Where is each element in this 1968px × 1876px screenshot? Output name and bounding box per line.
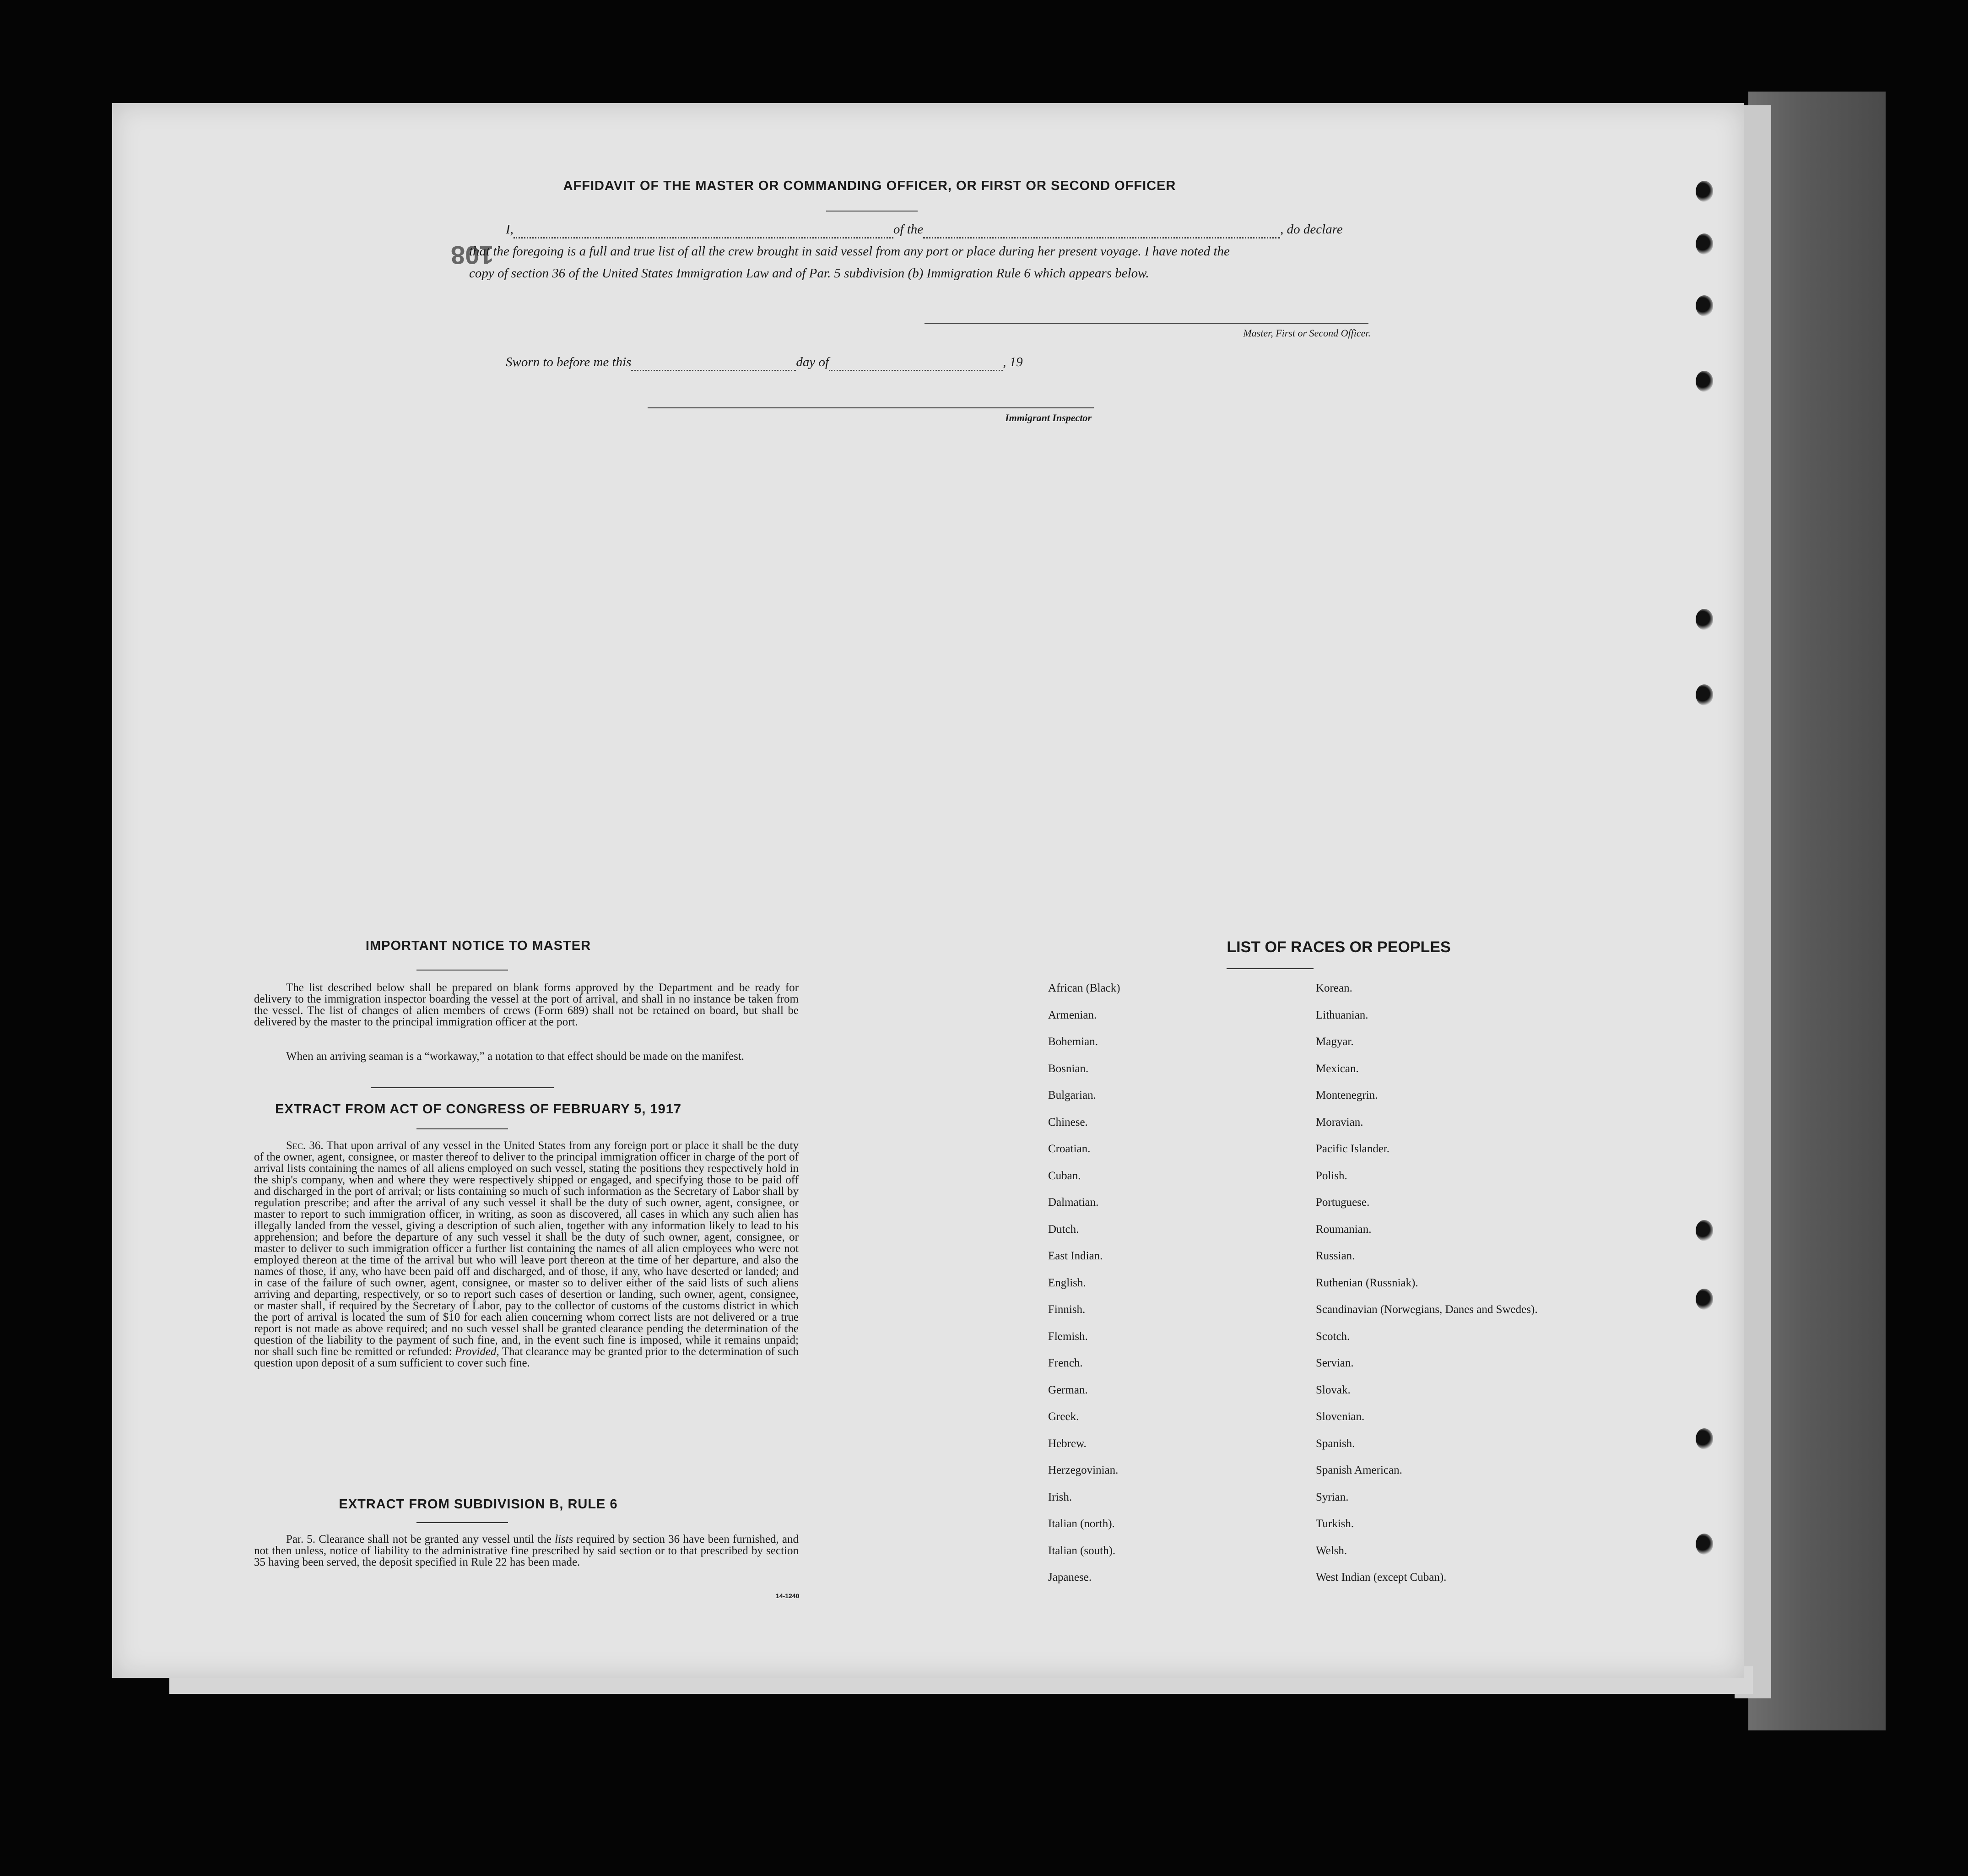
affidavit-title: AFFIDAVIT OF THE MASTER OR COMMANDING OFFICER, OR FIRST OR SECOND OFFICER [563, 179, 1176, 193]
race-item: Slovenian. [1316, 1410, 1365, 1423]
sworn-prefix: Sworn to before me this [506, 355, 632, 369]
race-item: African (Black) [1048, 982, 1120, 994]
rule-extract-body [254, 1534, 799, 1568]
race-item: Spanish. [1316, 1437, 1355, 1450]
declare-label: , do declare [1280, 222, 1343, 237]
race-item: Chinese. [1048, 1116, 1088, 1128]
vessel-blank [923, 222, 1280, 239]
act-text-b: That clearance may be granted prior to the determination of such question upon deposit of a sum sufficient to cover such fine. [254, 1345, 799, 1369]
race-item: English. [1048, 1276, 1086, 1289]
race-item: Slovak. [1316, 1383, 1351, 1396]
rule-text-b: required by section 36 have been furnished, and not then unless, notice of liability to the administrative fine prescribed by said section or to that prescribed by section 35 having been served, the deposit specified in Rule 22 has been made. [254, 1533, 799, 1568]
section-label: Sec. 36. [286, 1139, 324, 1152]
notice-paragraph-1: The list described below shall be prepared on blank forms approved by the Department and be ready for delivery to the immigration inspector boarding the vessel at the port of arrival, and shall in no instance be taken from the vessel. The list of changes of alien members of crews (Form 689) shall not be retained on board, but shall be delivered by the master to the principal immigration officer at the port. [254, 981, 799, 1028]
divider [371, 1087, 554, 1088]
race-item: Irish. [1048, 1491, 1072, 1503]
punch-hole-icon [1696, 1220, 1713, 1241]
race-item: Scotch. [1316, 1330, 1350, 1343]
race-item: German. [1048, 1383, 1088, 1396]
race-item: Bulgarian. [1048, 1089, 1096, 1101]
race-item: Italian (north). [1048, 1518, 1115, 1530]
race-item: Bohemian. [1048, 1036, 1098, 1048]
month-blank [829, 355, 1003, 371]
rule-extract-title: EXTRACT FROM SUBDIVISION B, RULE 6 [339, 1497, 618, 1512]
inspector-signature-label: Immigrant Inspector [1005, 412, 1092, 423]
race-item: Spanish American. [1316, 1464, 1402, 1476]
act-extract-body [254, 1140, 799, 1369]
race-item: Flemish. [1048, 1330, 1088, 1343]
year-label: , 19 [1003, 355, 1023, 369]
divider [416, 1522, 508, 1523]
race-item: Dutch. [1048, 1223, 1079, 1236]
punch-hole-icon [1696, 684, 1713, 705]
race-item: French. [1048, 1357, 1083, 1369]
race-item: Bosnian. [1048, 1062, 1089, 1075]
master-signature-label: Master, First or Second Officer. [1243, 327, 1371, 339]
race-item: Scandinavian (Norwegians, Danes and Swedes). [1316, 1303, 1538, 1316]
race-item: Ruthenian (Russniak). [1316, 1276, 1418, 1289]
provided-label: Provided, [454, 1345, 499, 1358]
day-blank [631, 355, 796, 371]
race-item: Italian (south). [1048, 1544, 1116, 1557]
race-item: Mexican. [1316, 1062, 1359, 1075]
day-of-label: day of [796, 355, 829, 369]
affidavit-line-1 [506, 222, 1490, 239]
punch-hole-icon [1696, 233, 1713, 255]
punch-hole-icon [1696, 1534, 1713, 1555]
master-signature-line [925, 323, 1368, 324]
race-item: East Indian. [1048, 1250, 1103, 1262]
divider [1227, 968, 1314, 969]
race-item: Welsh. [1316, 1544, 1347, 1557]
race-item: Croatian. [1048, 1143, 1091, 1155]
punch-hole-icon [1696, 1289, 1713, 1310]
act-text-a: That upon arrival of any vessel in the United States from any foreign port or place it shall be the duty of the owner, agent, consignee, or master thereof to deliver to the principal immigration officer in charge of the port of arrival lists containing the names of all aliens employed on such vessel, stating the positions they respectively hold in the ship's company, when and where they were respectively shipped or engaged, and specifying those to be paid off and discharged in the port of arrival; or lists containing so much of such information as the Secretary of Labor shall by regulation prescribe; and after the arrival of any such vessel it shall be the duty of such owner, agent, consignee, or master to report to such immigration officer, in writing, as soon as discovered, all cases in which any such alien has illegally landed from the vessel, giving a description of such alien, together with any information likely to lead to his apprehension; and before the departure of any such vessel it shall be the duty of such owner, agent, consignee, or master to deliver to such immigration officer a further list containing the names of all alien employees who were not employed thereon at the time of the arrival but who will leave port thereon at the time of her departure, and also the names of those, if any, who have been paid off and discharged, and of those, if any, who have deserted or landed; and in case of the failure of such owner, agent, consignee, or master so to deliver either of the said lists of such aliens arriving and departing, respectively, or so to report such cases of desertion or landing, such owner, agent, consignee, or master shall, if required by the Secretary of Labor, pay to the collector of customs of the customs district in which the port of arrival is located the sum of $10 for each alien concerning whom correct lists are not delivered or a true report is not made as above required; and no such vessel shall be granted clearance pending the determination of the question of the liability to the payment of such fine, and, in the event such fine is imposed, while it remains unpaid; nor shall such fine be remitted or refunded: [254, 1139, 799, 1358]
race-item: Servian. [1316, 1357, 1354, 1369]
race-item: Dalmatian. [1048, 1196, 1099, 1209]
race-item: Syrian. [1316, 1491, 1349, 1503]
race-item: Portuguese. [1316, 1196, 1370, 1209]
race-item: Japanese. [1048, 1571, 1092, 1583]
race-item: Herzegovinian. [1048, 1464, 1119, 1476]
race-item: Hebrew. [1048, 1437, 1087, 1450]
affidavit-line-2: that the foregoing is a full and true list of all the crew brought in said vessel from any port or place during her present voyage. I have noted the [469, 244, 1230, 259]
name-blank [514, 222, 893, 239]
race-item: Moravian. [1316, 1116, 1363, 1128]
act-extract-title: EXTRACT FROM ACT OF CONGRESS OF FEBRUARY 5, 1917 [275, 1102, 682, 1117]
race-item: Korean. [1316, 982, 1352, 994]
lists-label: lists [555, 1533, 573, 1545]
punch-hole-icon [1696, 295, 1713, 316]
manifest-page [112, 103, 1744, 1678]
inspector-signature-line [648, 407, 1094, 408]
race-item: Turkish. [1316, 1518, 1354, 1530]
punch-hole-icon [1696, 371, 1713, 392]
race-item: Lithuanian. [1316, 1008, 1368, 1021]
affidavit-line-3: copy of section 36 of the United States Immigration Law and of Par. 5 subdivision (b) Immigration Rule 6 which appears below. [469, 266, 1149, 281]
race-item: Russian. [1316, 1250, 1355, 1262]
of-label: of the [893, 222, 924, 237]
race-item: Roumanian. [1316, 1223, 1372, 1236]
race-item: Polish. [1316, 1169, 1347, 1182]
affidavit-i-label: I, [506, 222, 514, 237]
page-number-stamp: 108 [451, 241, 494, 270]
race-item: Cuban. [1048, 1169, 1081, 1182]
notice-paragraph-2: When an arriving seaman is a “workaway,” a notation to that effect should be made on the manifest. [286, 1050, 745, 1063]
race-item: Pacific Islander. [1316, 1143, 1390, 1155]
notice-title: IMPORTANT NOTICE TO MASTER [365, 938, 591, 953]
sworn-line [506, 355, 1101, 371]
form-number: 14-1240 [776, 1592, 800, 1599]
punch-hole-icon [1696, 181, 1713, 202]
punch-hole-icon [1696, 609, 1713, 630]
punch-hole-icon [1696, 1428, 1713, 1449]
divider [416, 970, 508, 971]
race-item: Greek. [1048, 1410, 1079, 1423]
divider [416, 1128, 508, 1129]
race-item: Magyar. [1316, 1036, 1354, 1048]
rule-text-a: Par. 5. Clearance shall not be granted any vessel until the [286, 1533, 555, 1545]
races-title: LIST OF RACES OR PEOPLES [1227, 938, 1451, 956]
race-item: Finnish. [1048, 1303, 1086, 1316]
race-item: West Indian (except Cuban). [1316, 1571, 1447, 1583]
race-item: Armenian. [1048, 1008, 1097, 1021]
race-item: Montenegrin. [1316, 1089, 1378, 1101]
